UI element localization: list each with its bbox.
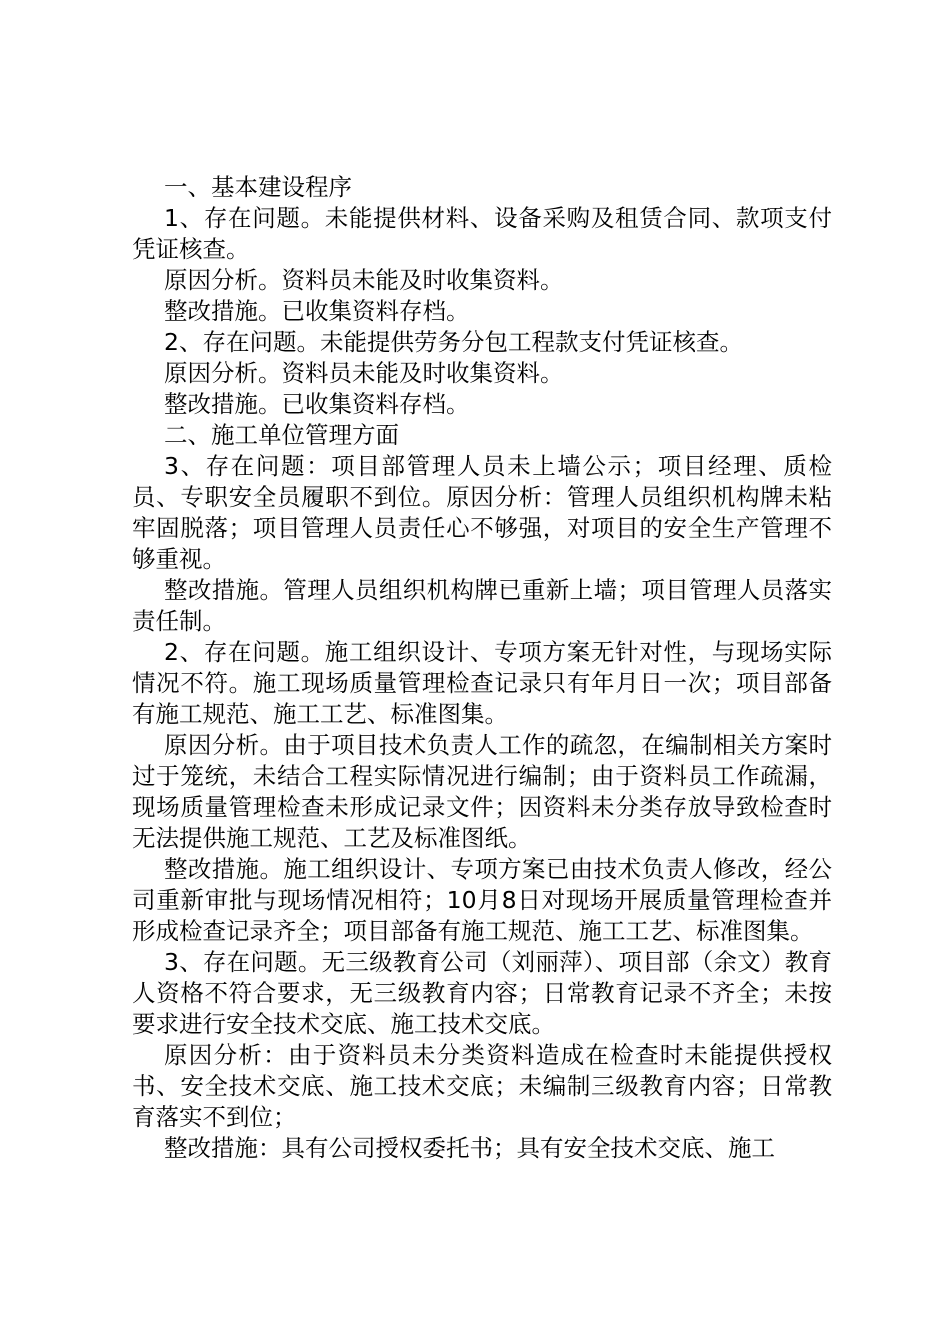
section-heading-1: 一、基本建设程序 (164, 173, 352, 201)
measure-paragraph: 整改措施。已收集资料存档。 (164, 390, 470, 418)
cause-paragraph: 原因分析。由于项目技术负责人工作的疏忽，在编制相关方案时过于笼统，未结合工程实际情况进行编制；由于资料员工作疏漏，现场质量管理检查未形成记录文件；因资料未分类存放导致检查时无法提供施工规范、工艺及标准图纸。 (132, 731, 832, 852)
document-body (132, 172, 832, 1164)
measure-paragraph: 整改措施。管理人员组织机构牌已重新上墙；项目管理人员落实责任制。 (132, 576, 832, 635)
measure-paragraph: 整改措施。施工组织设计、专项方案已由技术负责人修改，经公司重新审批与现场情况相符；10月8日对现场开展质量管理检查并形成检查记录齐全；项目部备有施工规范、施工工艺、标准图集。 (132, 855, 832, 945)
issue-paragraph: 3、存在问题：项目部管理人员未上墙公示；项目经理、质检员、专职安全员履职不到位。原因分析：管理人员组织机构牌未粘牢固脱落；项目管理人员责任心不够强，对项目的安全生产管理不够重视。 (132, 452, 832, 573)
section-heading-2: 二、施工单位管理方面 (164, 421, 399, 449)
measure-paragraph: 整改措施。已收集资料存档。 (164, 297, 470, 325)
issue-paragraph: 3、存在问题。无三级教育公司（刘丽萍）、项目部（余文）教育人资格不符合要求，无三级教育内容；日常教育记录不齐全；未按要求进行安全技术交底、施工技术交底。 (132, 948, 832, 1038)
issue-paragraph: 2、存在问题。未能提供劳务分包工程款支付凭证核查。 (164, 328, 743, 356)
cause-paragraph: 原因分析。资料员未能及时收集资料。 (164, 359, 564, 387)
measure-paragraph: 整改措施：具有公司授权委托书；具有安全技术交底、施工 (164, 1134, 775, 1162)
cause-paragraph: 原因分析。资料员未能及时收集资料。 (164, 266, 564, 294)
issue-paragraph: 2、存在问题。施工组织设计、专项方案无针对性，与现场实际情况不符。施工现场质量管理检查记录只有年月日一次；项目部备有施工规范、施工工艺、标准图集。 (132, 638, 832, 728)
cause-paragraph: 原因分析：由于资料员未分类资料造成在检查时未能提供授权书、安全技术交底、施工技术交底；未编制三级教育内容；日常教育落实不到位； (132, 1041, 832, 1131)
issue-paragraph: 1、存在问题。未能提供材料、设备采购及租赁合同、款项支付凭证核查。 (132, 204, 832, 263)
